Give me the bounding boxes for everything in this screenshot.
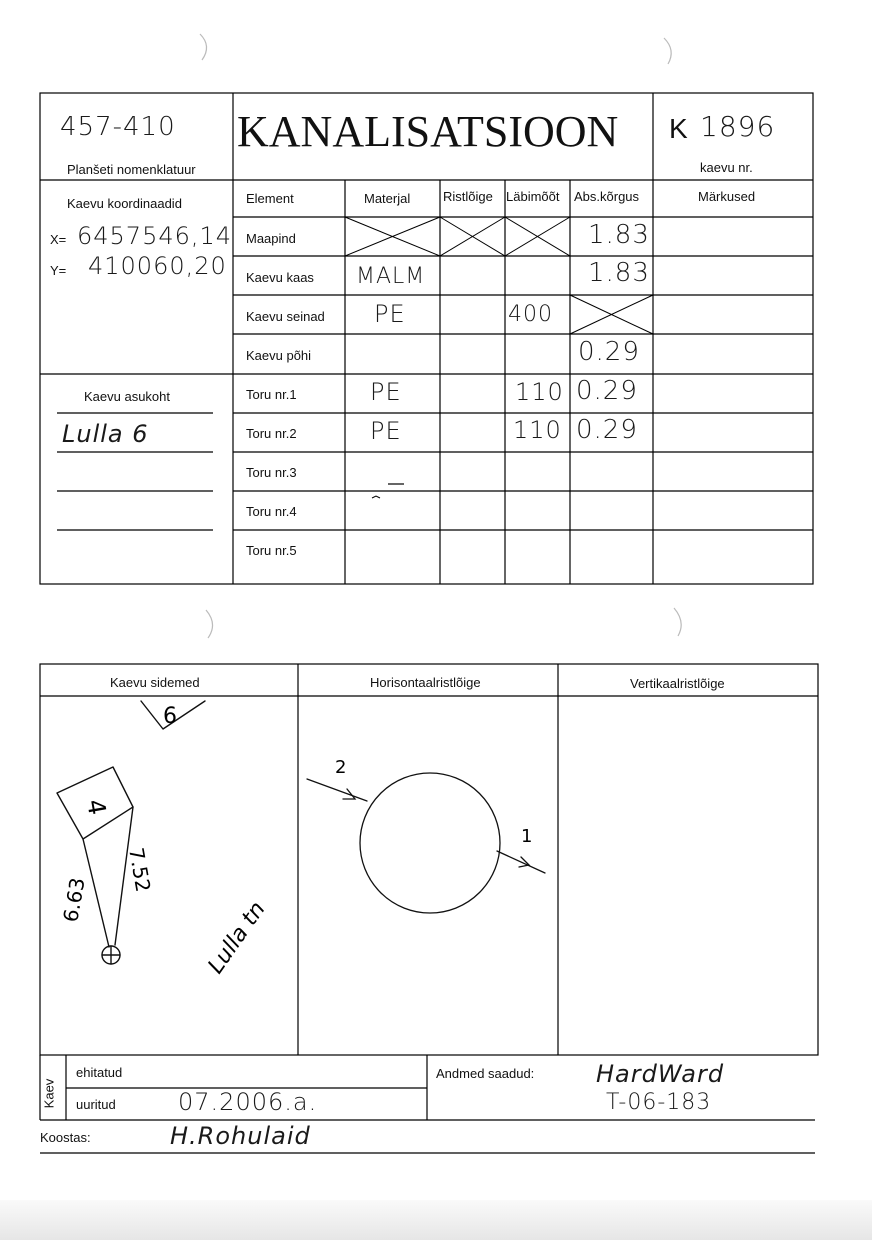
col-header-labimoot: Läbimõõt	[506, 189, 560, 204]
x-coordinate-value: 6457546,14	[77, 222, 233, 250]
row-element: Toru nr.5	[246, 543, 297, 558]
top-form-grid	[0, 0, 872, 600]
street-label: Lulla tn	[203, 897, 271, 979]
distance-1: 6.63	[58, 875, 90, 924]
andmed-value-2: T-06-183	[606, 1090, 712, 1115]
kaev-label: Kaev	[41, 1078, 57, 1109]
koostas-value: H.Rohulaid	[170, 1122, 311, 1150]
well-prefix: K	[669, 113, 688, 144]
row-element: Kaevu põhi	[246, 348, 312, 363]
well-outline	[360, 773, 500, 913]
row-abs: 0.29	[576, 376, 638, 406]
page-title: KANALISATSIOON	[237, 107, 619, 156]
pipe-2-label: 2	[335, 757, 347, 778]
row-element: Maapind	[246, 231, 296, 246]
row-abs: 0.29	[578, 337, 640, 367]
row-materjal: PE	[374, 300, 406, 328]
koostas-label: Koostas:	[40, 1130, 91, 1145]
row-element: Toru nr.3	[246, 465, 297, 480]
well-number-label: kaevu nr.	[700, 160, 753, 175]
row-element: Kaevu kaas	[246, 270, 314, 285]
uuritud-value: 07.2006.a.	[178, 1088, 318, 1116]
row-labimoot: 110	[513, 416, 562, 444]
coordinates-label: Kaevu koordinaadid	[67, 196, 182, 211]
horisontaal-label: Horisontaalristlõige	[370, 675, 481, 690]
x-coordinate-label: X=	[50, 232, 67, 247]
y-coordinate-label: Y=	[50, 263, 67, 278]
pipe-1-label: 1	[521, 826, 533, 847]
distance-2: 7.52	[124, 845, 156, 894]
location-value: Lulla 6	[62, 420, 149, 448]
row-element: Toru nr.2	[246, 426, 297, 441]
andmed-label: Andmed saadud:	[436, 1066, 535, 1081]
andmed-value-1: HardWard	[596, 1060, 725, 1088]
row-element: Kaevu seinad	[246, 309, 325, 324]
horisontaal-sketch	[299, 697, 557, 1054]
pipe-2-line	[307, 779, 367, 801]
row-labimoot: 400	[508, 302, 553, 327]
col-header-abs: Abs.kõrgus	[574, 189, 640, 204]
col-header-markused: Märkused	[698, 189, 756, 204]
sidemed-sketch	[41, 697, 297, 1054]
vertikaal-label: Vertikaalristlõige	[630, 676, 725, 691]
sidemed-label: Kaevu sidemed	[110, 675, 200, 690]
row-abs: 1.83	[588, 258, 650, 288]
row-element: Toru nr.1	[246, 387, 297, 402]
row-materjal: PE	[370, 378, 402, 406]
ehitatud-label: ehitatud	[76, 1065, 123, 1080]
row-abs: 0.29	[576, 415, 638, 445]
row-labimoot: 110	[515, 378, 564, 406]
row-element: Toru nr.4	[246, 504, 297, 519]
row-abs: 1.83	[588, 220, 650, 250]
pipe-1-line	[497, 851, 545, 873]
well-number: 1896	[700, 110, 776, 143]
building-b-label: 4	[81, 797, 112, 818]
uuritud-label: uuritud	[76, 1097, 116, 1112]
plansheet-label: Planšeti nomenklatuur	[67, 162, 196, 177]
plansheet-value: 457-410	[60, 112, 176, 142]
row-materjal: MALM	[356, 264, 426, 289]
col-header-ristloige: Ristlõige	[443, 189, 493, 204]
building-a-label: 6	[163, 704, 177, 729]
col-header-element: Element	[246, 191, 294, 206]
row-materjal: PE	[370, 417, 402, 445]
col-header-materjal: Materjal	[364, 191, 411, 206]
scan-bottom-edge	[0, 1200, 872, 1240]
location-label: Kaevu asukoht	[84, 389, 171, 404]
y-coordinate-value: 410060,20	[88, 252, 227, 280]
